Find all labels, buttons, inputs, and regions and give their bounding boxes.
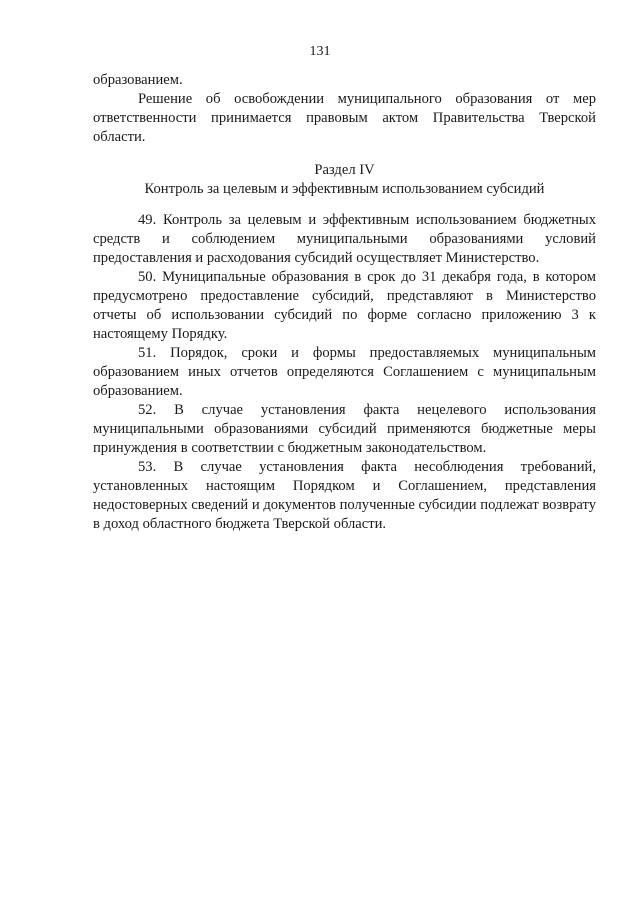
paragraph-51: 51. Порядок, сроки и формы предоставляемых муниципальным образованием иных отчетов определяются Соглашением с муниципальным образованием. [93,345,596,399]
decision-paragraph: Решение об освобождении муниципального образования от мер ответственности принимается правовым актом Правительства Тверской области. [93,91,596,145]
paragraph-52: 52. В случае установления факта нецелевого использования муниципальными образованиями субсидий применяются бюджетные меры принуждения в соответствии с бюджетным законодательством. [93,402,596,456]
paragraph-53: 53. В случае установления факта несоблюдения требований, установленных настоящим Порядком и Соглашением, представления недостоверных сведений и документов полученные субсидии подлежат возврату в доход областного бюджета Тверской области. [93,459,596,532]
paragraph-50: 50. Муниципальные образования в срок до 31 декабря года, в котором предусмотрено предоставление субсидий, представляют в Министерство отчеты об использовании субсидий по форме согласно приложению 3 к настоящему Порядку. [93,269,596,342]
section-title: Контроль за целевым и эффективным использованием субсидий [144,181,545,197]
section-number: Раздел IV [314,162,375,178]
continuation-text: образованием. [93,72,183,88]
paragraph-49: 49. Контроль за целевым и эффективным использованием бюджетных средств и соблюдением муниципальными образованиями условий предоставления и расходования субсидий осуществляет Министерство. [93,212,596,266]
section-body [93,211,596,534]
page-number: 131 [309,44,331,59]
intro-block [93,71,596,147]
section-heading [93,161,596,199]
